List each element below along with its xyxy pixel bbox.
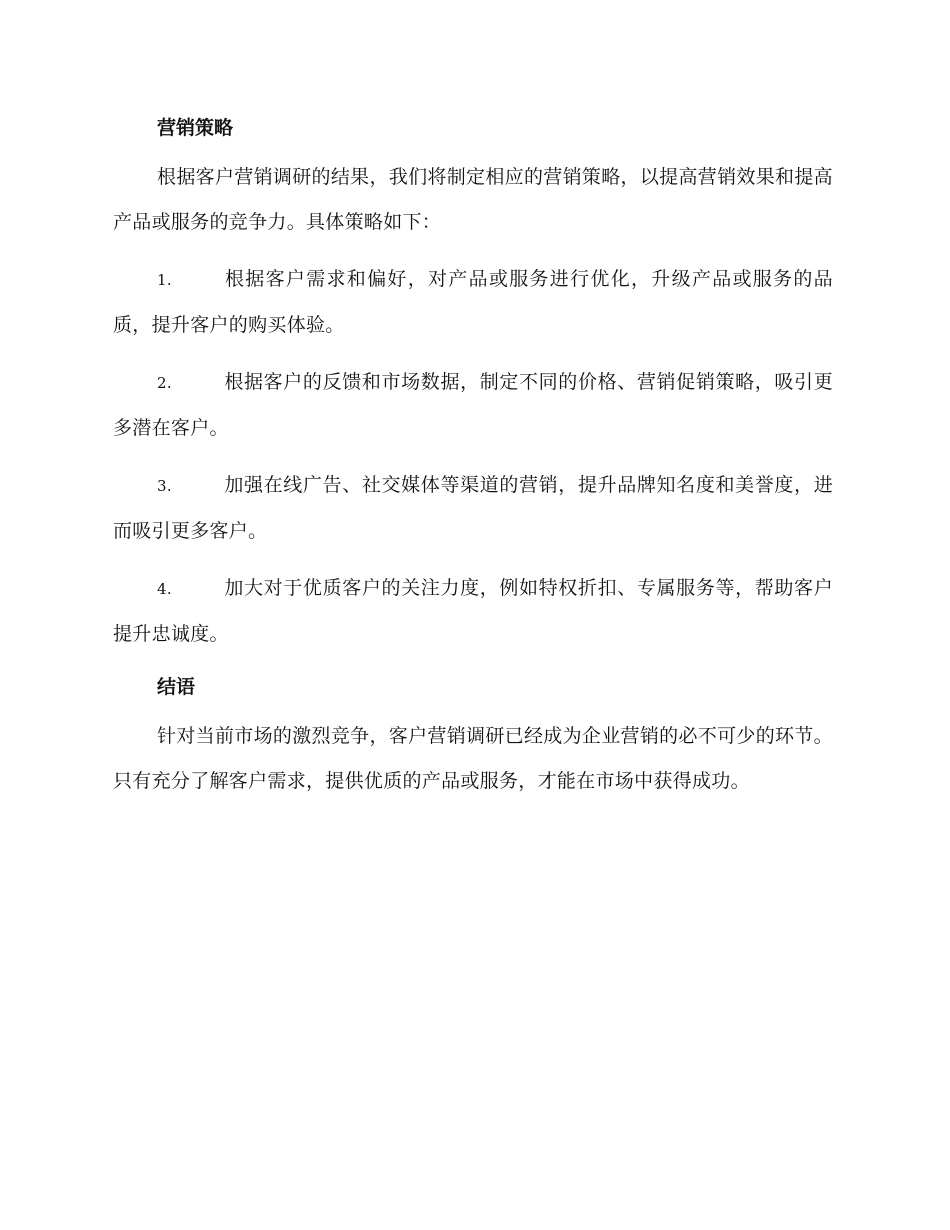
document-body [113, 112, 833, 816]
list-number: 1. [157, 271, 172, 289]
strategy-list-item [113, 463, 833, 554]
section-heading-strategy: 营销策略 [157, 117, 234, 139]
list-item-text: 根据客户需求和偏好，对产品或服务进行优化，升级产品或服务的品质，提升客户的购买体验。 [113, 268, 833, 336]
list-number: 3. [157, 477, 172, 495]
list-number: 2. [157, 374, 172, 392]
list-number: 4. [157, 580, 172, 598]
conclusion-paragraph: 针对当前市场的激烈竞争，客户营销调研已经成为企业营销的必不可少的环节。只有充分了解客户需求，提供优质的产品或服务，才能在市场中获得成功。 [113, 725, 833, 792]
strategy-intro-paragraph: 根据客户营销调研的结果，我们将制定相应的营销策略，以提高营销效果和提高产品或服务的竞争力。具体策略如下： [113, 166, 833, 233]
list-item-text: 加大对于优质客户的关注力度，例如特权折扣、专属服务等，帮助客户提升忠诚度。 [113, 577, 833, 645]
list-item-text: 加强在线广告、社交媒体等渠道的营销，提升品牌知名度和美誉度，进而吸引更多客户。 [113, 474, 833, 542]
strategy-list-item [113, 257, 833, 348]
list-item-text: 根据客户的反馈和市场数据，制定不同的价格、营销促销策略，吸引更多潜在客户。 [113, 371, 833, 439]
section-heading-conclusion: 结语 [157, 676, 196, 698]
strategy-list-item [113, 360, 833, 451]
strategy-list-item [113, 566, 833, 657]
